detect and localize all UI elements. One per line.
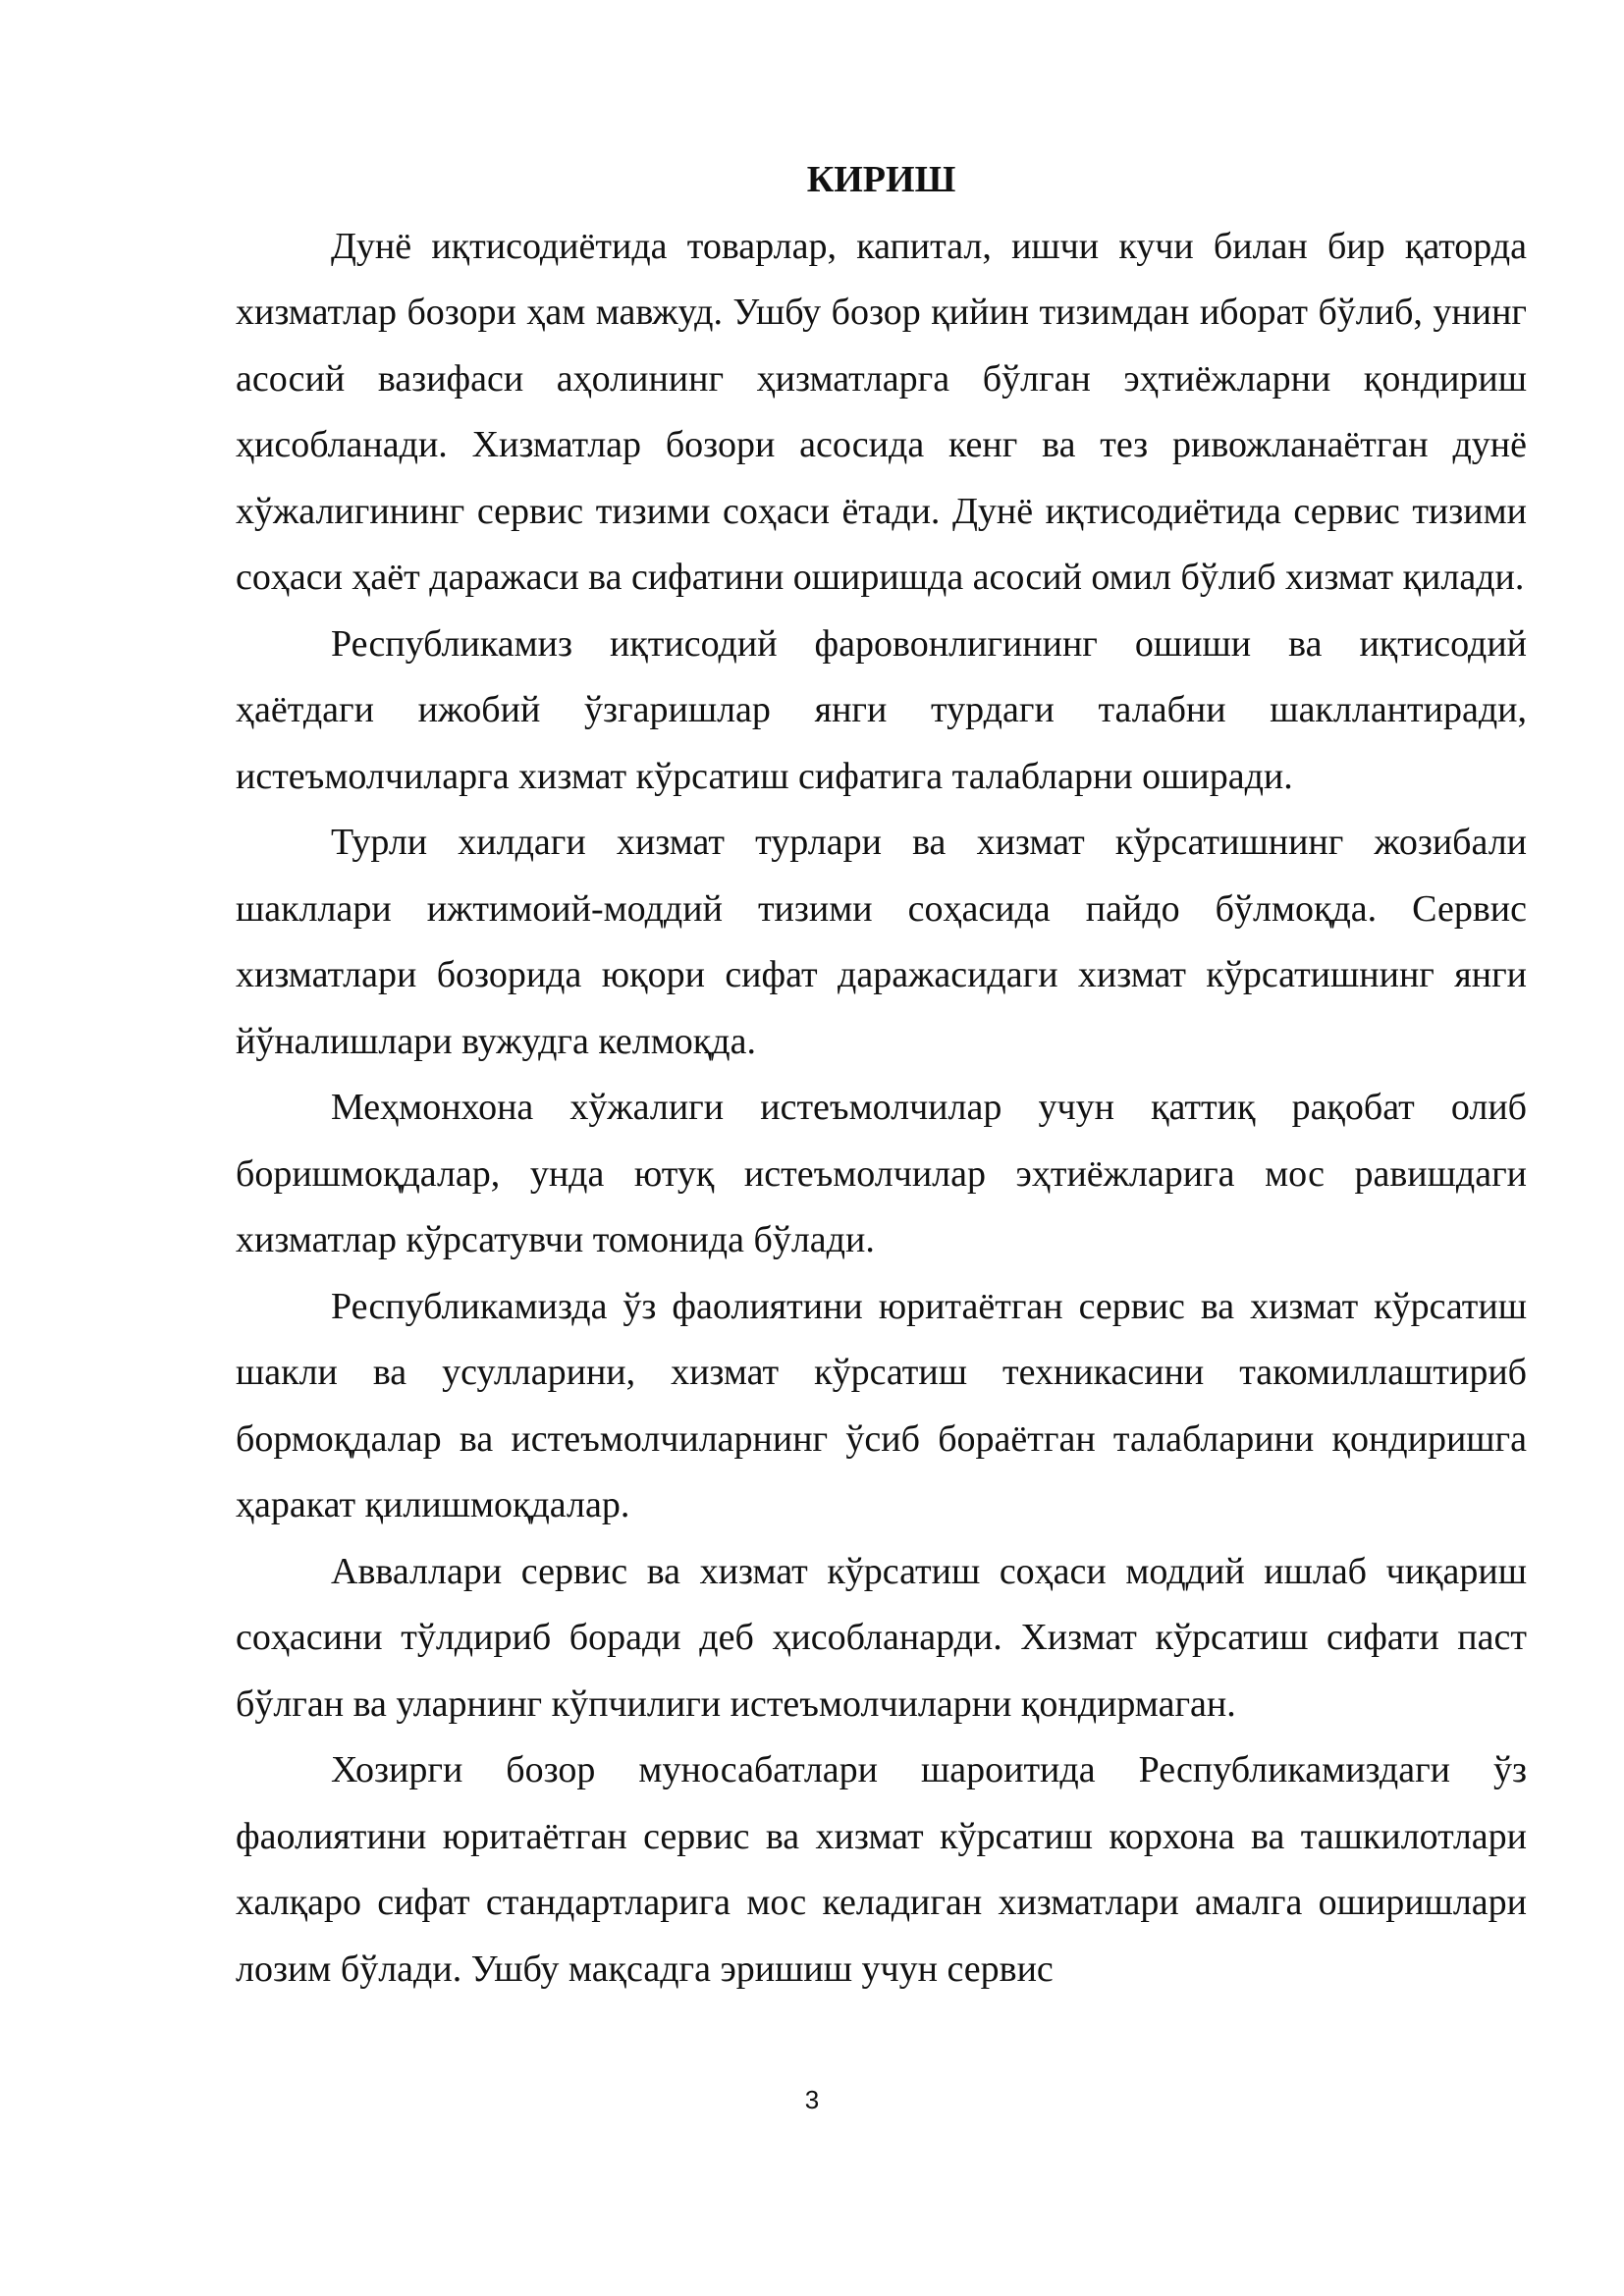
- paragraph-7: Хозирги бозор муносабатлари шароитида Республикамиздаги ўз фаолиятини юритаётган сервис ва хизмат кўрсатиш корхона ва ташкилотлари халқаро сифат стандартларига мос келадиган хизматлари амалга оширишлари лозим бўлади. Ушбу мақсадга эришиш учун сервис: [236, 1749, 1527, 1990]
- page-number: 3: [804, 2085, 820, 2114]
- paragraph-2: Республикамиз иқтисодий фаровонлигининг ошиши ва иқтисодий ҳаётдаги ижобий ўзгаришлар янги турдаги талабни шакллантиради, истеъмолчиларга хизмат кўрсатиш сифатига талабларни оширади.: [236, 622, 1527, 797]
- paragraph-5: Республикамизда ўз фаолиятини юритаётган сервис ва хизмат кўрсатиш шакли ва усулларини, хизмат кўрсатиш техникасини такомиллаштириб бормоқдалар ва истеъмолчиларнинг ўсиб бораётган талабларини қондиришга ҳаракат қилишмоқдалар.: [236, 1285, 1527, 1525]
- paragraph-6: Авваллари сервис ва хизмат кўрсатиш соҳаси моддий ишлаб чиқариш соҳасини тўлдириб боради деб ҳисобланарди. Хизмат кўрсатиш сифати паст бўлган ва уларнинг кўпчилиги истеъмолчиларни қондирмаган.: [236, 1550, 1527, 1725]
- paragraph-4: Меҳмонхона хўжалиги истеъмолчилар учун қаттиқ рақобат олиб боришмоқдалар, унда ютуқ истеъмолчилар эҳтиёжларига мос равишдаги хизматлар кўрсатувчи томонида бўлади.: [236, 1087, 1527, 1260]
- document-body: [236, 147, 1527, 2002]
- page-title: КИРИШ: [806, 159, 956, 200]
- paragraph-3: Турли хилдаги хизмат турлари ва хизмат кўрсатишнинг жозибали шакллари ижтимоий-моддий тизими соҳасида пайдо бўлмоқда. Сервис хизматлари бозорида юқори сифат даражасидаги хизмат кўрсатишнинг янги йўналишлари вужудга келмоқда.: [236, 822, 1527, 1062]
- paragraph-1: Дунё иқтисодиётида товарлар, капитал, ишчи кучи билан бир қаторда хизматлар бозори ҳам мавжуд. Ушбу бозор қийин тизимдан иборат бўлиб, унинг асосий вазифаси аҳолининг ҳизматларга бўлган эҳтиёжларни қондириш ҳисобланади. Хизматлар бозори асосида кенг ва тез ривожланаётган дунё хўжалигининг сервис тизими соҳаси ётади. Дунё иқтисодиётида сервис тизими соҳаси ҳаёт даражаси ва сифатини оширишда асосий омил бўлиб хизмат қилади.: [236, 225, 1527, 598]
